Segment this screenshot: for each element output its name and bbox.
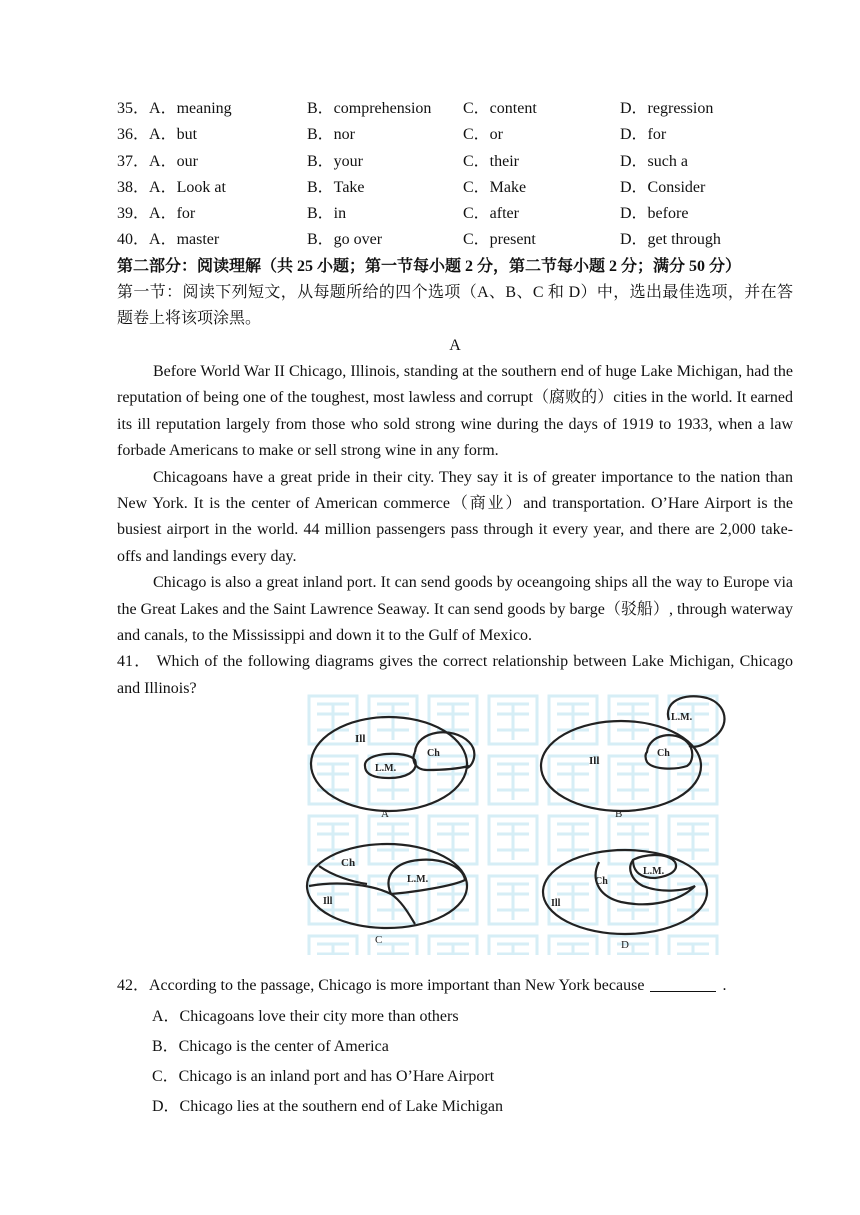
option-row-35 xyxy=(117,96,793,122)
label-ill: Ill xyxy=(589,755,600,767)
label-ch: Ch xyxy=(595,876,608,887)
label-ill: Ill xyxy=(551,898,561,909)
option-b: B．go over xyxy=(307,231,383,249)
question-42-stem xyxy=(117,972,793,1002)
label-ill: Ill xyxy=(355,733,366,745)
label-ch: Ch xyxy=(657,748,670,759)
option-d: D．regression xyxy=(620,100,714,117)
venn-diagram-figure xyxy=(303,690,727,955)
label-lm: L.M. xyxy=(407,874,429,885)
option-b: B．in xyxy=(307,205,347,223)
option-row-38 xyxy=(117,175,793,201)
passage-paragraph: Chicago is also a great inland port. It can send goods by oceangoing ships all the way to Europe via the Great Lakes and the Saint Lawrence Seaway. It can send goods by barge（驳船）, through waterway and canals, to the Mississippi and down it to the Gulf of Mexico. xyxy=(117,574,793,645)
question-42-text: 42．According to the passage, Chicago is more important than New York because xyxy=(117,977,645,994)
option-d: D．before xyxy=(620,205,689,223)
label-ch: Ch xyxy=(427,748,440,759)
option-a: 40．A．master xyxy=(117,231,220,249)
choice-a: A．Chicagoans love their city more than others xyxy=(152,1008,459,1025)
label-a: A xyxy=(381,808,389,820)
question-42 xyxy=(117,972,793,1122)
choice-b: B．Chicago is the center of America xyxy=(152,1038,389,1055)
question-42-end: . xyxy=(722,977,727,994)
option-c: C．their xyxy=(463,152,519,170)
label-ill: Ill xyxy=(323,896,333,907)
option-a: 36．A．but xyxy=(117,126,198,144)
option-b: B．your xyxy=(307,152,364,170)
label-lm: L.M. xyxy=(671,712,693,723)
label-d: D xyxy=(621,939,629,951)
passage-paragraph: Chicagoans have a great pride in their city. They say it is of greater importance to the nation than New York. It is the center of American commerce（商业）and transportation. O’Hare Airport is the busiest airport in the world. 44 million passengers pass through it every year, and there are 2,000 take-offs and landings every day. xyxy=(117,468,793,565)
option-c: C．content xyxy=(463,100,537,117)
label-c: C xyxy=(375,934,383,946)
option-a: 38．A．Look at xyxy=(117,178,226,196)
option-d: D．such a xyxy=(620,152,688,170)
option-c: C．or xyxy=(463,126,504,144)
option-row-36 xyxy=(117,122,793,148)
label-b: B xyxy=(615,808,623,820)
option-b: B．comprehension xyxy=(307,100,432,117)
answer-blank xyxy=(650,975,716,992)
option-a: 37．A．our xyxy=(117,152,198,170)
option-d: D．Consider xyxy=(620,178,706,196)
option-row-39 xyxy=(117,201,793,227)
passage-label: A xyxy=(449,336,461,354)
passage-paragraph: Before World War II Chicago, Illinois, standing at the southern end of huge Lake Michigan, had the reputation of being one of the toughest, most lawless and corrupt（腐败的）cities in the world. It earned its ill reputation largely from those who sold strong wine during the days of 1919 to 1933, when a law forbade Americans to make or sell strong wine in any form. xyxy=(117,362,793,460)
option-a: 35．A．meaning xyxy=(117,100,232,117)
watermark-background xyxy=(303,690,727,955)
section-instruction: 第一节：阅读下列短文，从每题所给的四个选项（A、B、C 和 D）中，选出最佳选项，并在答题卷上将该项涂黑。 xyxy=(117,284,793,328)
options-block xyxy=(117,96,793,254)
section-heading: 第二部分：阅读理解（共 25 小题；第一节每小题 2 分，第二节每小题 2 分；满分 50 分） xyxy=(117,257,742,275)
option-a: 39．A．for xyxy=(117,205,196,223)
choice-c: C．Chicago is an inland port and has O’Hare Airport xyxy=(152,1068,495,1085)
option-row-40 xyxy=(117,227,793,253)
exam-page xyxy=(117,96,793,702)
diagram-svg xyxy=(303,690,727,955)
option-c: C．Make xyxy=(463,178,527,196)
option-c: C．after xyxy=(463,205,519,223)
option-b: B．nor xyxy=(307,126,356,144)
label-ch: Ch xyxy=(341,857,356,869)
option-d: D．get through xyxy=(620,231,721,249)
label-lm: L.M. xyxy=(643,866,665,877)
choice-d: D．Chicago lies at the southern end of Lake Michigan xyxy=(152,1098,504,1115)
option-b: B．Take xyxy=(307,178,365,196)
option-c: C．present xyxy=(463,231,536,249)
option-d: D．for xyxy=(620,126,667,144)
question-41: 41． Which of the following diagrams gives the correct relationship between Lake Michigan, Chicago and Illinois? xyxy=(117,653,793,697)
label-lm: L.M. xyxy=(375,763,397,774)
option-row-37 xyxy=(117,149,793,175)
